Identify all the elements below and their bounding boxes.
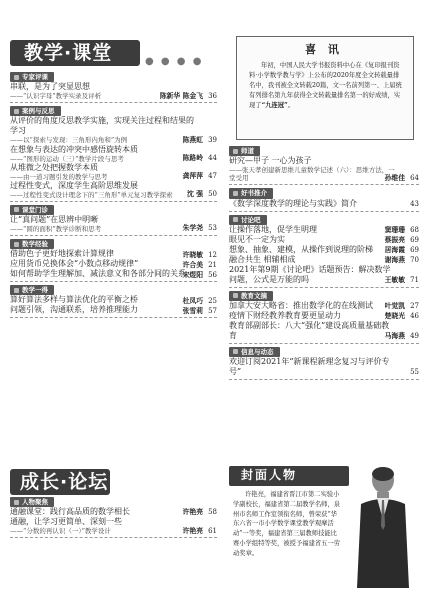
entry-meta <box>183 271 217 280</box>
toc-entry[interactable] <box>10 249 217 259</box>
entry-author: 许晓敏 <box>182 250 203 259</box>
entry-title: 想象、抽象、建模，从操作到说理的阶梯 <box>229 244 373 254</box>
entry-meta <box>183 527 217 536</box>
divider <box>229 379 419 380</box>
entry-page: 53 <box>208 224 217 233</box>
entry-title: 算好算法多样与算法优化的平衡之桥 <box>10 295 138 305</box>
entry-title: 加拿大安大略省：推出数学化的在线测试 <box>229 300 373 310</box>
entry-meta <box>183 172 217 181</box>
news-title: 喜 讯 <box>305 43 343 56</box>
section-right_sections-3 <box>229 291 419 344</box>
news-highlight: “九连冠” <box>261 102 288 110</box>
divider <box>229 184 419 185</box>
left-column <box>10 72 217 321</box>
entry-author: 宋煜阳 <box>182 270 203 279</box>
entry-title: 欢迎订阅2021年“新课程新理念复习与评价专号” <box>229 356 390 376</box>
divider <box>10 317 217 318</box>
section-left_sections-2 <box>10 205 217 236</box>
entry-title: 让“真问题”在思辨中明晰 <box>10 215 99 224</box>
entry-subtitle: ——由一道习题引发的教学与思考 <box>10 172 108 181</box>
toc-entry[interactable] <box>10 507 217 517</box>
divider <box>10 537 217 538</box>
entry-author: 陈燕虹 <box>182 135 203 144</box>
cover-title: 封面人物 <box>229 466 349 486</box>
toc-entry[interactable] <box>229 199 419 209</box>
entry-author: 居海霞 <box>384 245 405 254</box>
entry-page: 47 <box>208 172 217 180</box>
toc-entry[interactable] <box>10 163 217 181</box>
entry-title: 教育部副部长：八大“强化”建设高质量基础教育 <box>229 320 390 340</box>
entry-meta <box>385 174 419 183</box>
entry-title: 应用货币兑换体会“小数点移动规律” <box>10 259 139 269</box>
entry-meta <box>183 508 217 517</box>
banner-title: 教学·课堂 <box>24 42 113 64</box>
entry-subtitle: ——张天孝创建新思维儿童数学记述（六）：思维方法，一堂受用 <box>229 166 395 183</box>
section-tag: 讨论吧 <box>229 215 267 225</box>
toc-entry[interactable] <box>229 255 419 265</box>
entry-author: 张雪莉 <box>182 306 203 315</box>
banner-title: 成长·论坛 <box>20 471 109 493</box>
section-left_sections-3 <box>10 239 217 282</box>
toc-entry[interactable] <box>10 181 217 199</box>
toc-entry[interactable] <box>229 245 419 255</box>
entry-page: 56 <box>208 270 217 279</box>
entry-author: 龚萍萍 <box>182 172 203 180</box>
entry-page: 69 <box>410 245 419 254</box>
section-tag: 好书推介 <box>229 188 273 198</box>
section-right_sections-0 <box>229 146 419 185</box>
entry-meta <box>183 261 217 270</box>
toc-entry[interactable] <box>10 295 217 305</box>
section-banner-teaching <box>10 36 210 70</box>
toc-entry[interactable] <box>10 259 217 269</box>
section-left_sections-1 <box>10 106 217 202</box>
entry-title: 通融，让学习更简单、深刻一些 <box>10 517 122 527</box>
toc-entry[interactable] <box>229 235 419 245</box>
section-growth_sections-0 <box>10 497 217 538</box>
toc-entry[interactable] <box>229 357 419 377</box>
news-body-end: 。 <box>287 102 295 110</box>
entry-meta <box>187 190 217 199</box>
divider <box>229 343 419 344</box>
entry-page: 64 <box>410 173 419 182</box>
entry-meta <box>183 251 217 260</box>
banner-decoration: ● ● ● ● <box>145 56 204 67</box>
entry-meta <box>160 92 217 101</box>
entry-author: 陈新华 陈金飞 <box>159 91 203 100</box>
cover-body: 许艳亮，福建省晋江市第二实验小学副校长，福建省第二届教学名师，泉州市名师工作室领衔名师，曾荣获“华东六省一市小学数学课堂教学观摩活动”一等奖，福建省第三届教师技能比赛小学组特等奖，被授予福建省五一劳动奖章。 <box>233 491 341 557</box>
entry-page: 71 <box>410 275 419 284</box>
entry-meta <box>183 154 217 163</box>
section-tag: 案例与反思 <box>10 106 61 116</box>
entry-page: 70 <box>410 255 419 264</box>
entry-page: 12 <box>208 250 217 259</box>
entry-page: 39 <box>208 135 217 144</box>
entry-title: 过程性变式，深度学生高阶思维发展 <box>10 180 138 190</box>
toc-entry[interactable] <box>229 321 419 341</box>
section-right_sections-1 <box>229 188 419 211</box>
entry-subtitle: ——“分数的再认识（一）”教学设计 <box>10 527 111 536</box>
toc-entry[interactable] <box>10 269 217 279</box>
news-box <box>236 36 414 140</box>
toc-entry[interactable] <box>10 116 217 144</box>
entry-page: 69 <box>410 235 419 244</box>
entry-page: 27 <box>410 302 419 310</box>
entry-author: 孙维佳 <box>384 173 405 182</box>
entry-meta <box>183 307 217 316</box>
entry-subtitle: ——“认识字母”教学实录及评析 <box>10 92 102 101</box>
toc-entry[interactable] <box>10 305 217 315</box>
entry-page: 57 <box>208 306 217 315</box>
entry-title: 在想象与表达的冲突中感悟旋转本质 <box>10 144 138 154</box>
toc-entry[interactable] <box>229 265 419 285</box>
divider <box>10 102 217 103</box>
toc-entry[interactable] <box>10 145 217 163</box>
divider <box>10 201 217 202</box>
toc-entry[interactable] <box>10 215 217 233</box>
toc-entry[interactable] <box>229 156 419 182</box>
entry-author: 谢海燕 <box>384 255 405 264</box>
entry-meta <box>385 312 419 321</box>
entry-page: 36 <box>208 91 217 100</box>
toc-entry[interactable] <box>229 301 419 311</box>
section-right_sections-2 <box>229 215 419 288</box>
section-banner-growth <box>10 465 210 495</box>
entry-author: 陈路岭 <box>182 153 203 162</box>
toc-entry[interactable] <box>10 82 217 100</box>
divider <box>10 281 217 282</box>
news-body-text: 年初，中国人民大学书报资料中心在《复印报刊资料·小学数学教与学》上公布的2020年度全文转载量排名中，我刊被全文转载20篇，文一名前列第一、上届统有列排名第九年获得全文转载量排名第一的好成绩，实现了 <box>249 62 402 110</box>
section-tag: 信息与动态 <box>229 347 280 357</box>
section-tag: 人物聚焦 <box>10 497 54 507</box>
section-left_sections-0 <box>10 72 217 103</box>
entry-author: 沈 强 <box>187 190 203 199</box>
entry-page: 49 <box>410 332 419 340</box>
entry-author: 杜凤巧 <box>182 296 203 305</box>
entry-title: 通融课堂：践行高品质的数学相长 <box>10 507 130 517</box>
entry-author: 许艳亮 <box>182 508 203 517</box>
entry-meta <box>183 136 217 145</box>
entry-title: 借助色子更好地探索计算规律 <box>10 249 114 259</box>
section-tag: 教学一得 <box>10 285 54 295</box>
entry-meta <box>385 332 419 341</box>
entry-meta <box>183 297 217 306</box>
entry-meta <box>385 236 419 245</box>
entry-page: 50 <box>208 190 217 199</box>
entry-page: 43 <box>410 199 419 208</box>
entry-meta <box>385 276 419 285</box>
toc-entry[interactable] <box>229 225 419 235</box>
section-tag: 师道 <box>229 146 260 156</box>
entry-title: 如何帮助学生理解加、减法意义和各部分间的关系 <box>10 269 186 279</box>
entry-author: 许合美 <box>182 260 203 269</box>
divider <box>10 235 217 236</box>
entry-title: 让操作落地，促学生明理 <box>229 224 317 234</box>
entry-page: 46 <box>410 312 419 320</box>
section-right_sections-4 <box>229 347 419 380</box>
entry-title: 从堆微之处把握数学本质 <box>10 162 98 172</box>
cover-figure <box>229 466 419 588</box>
entry-title: 2021年第9期《讨论吧》话题预告：解决数学问题，公式是万能的吗 <box>229 264 391 284</box>
entry-author: 许艳亮 <box>182 526 203 535</box>
right-column <box>229 146 419 383</box>
divider <box>229 211 419 212</box>
entry-page: 58 <box>208 508 217 517</box>
entry-title: 串联，是为了突显思想 <box>10 82 90 92</box>
entry-page: 25 <box>208 296 217 305</box>
entry-title: 问题引领，沟通联系，培养推理能力 <box>10 305 138 315</box>
entry-author: 窦珊珊 <box>384 225 405 234</box>
section-tag: 专家评课 <box>10 72 54 82</box>
entry-author: 叶觉凯 <box>384 302 405 310</box>
entry-page: 61 <box>208 526 217 535</box>
entry-subtitle: ——过程性变式设计理念下的“三角形”单元复习教学探索 <box>10 190 173 199</box>
entry-meta <box>385 246 419 255</box>
divider <box>229 287 419 288</box>
entry-page: 68 <box>410 225 419 234</box>
news-body <box>249 61 405 111</box>
section-tag: 课堂门诊 <box>10 205 54 215</box>
entry-subtitle: ——“圆的面积”教学诊断和思考 <box>10 225 102 233</box>
entry-meta <box>385 256 419 265</box>
entry-meta <box>405 368 419 377</box>
entry-meta <box>183 224 217 233</box>
entry-title: 眼见不一定为实 <box>229 234 285 244</box>
section-tag: 教育文摘 <box>229 291 273 301</box>
entry-title: 研究—甲子 一心为孩子 <box>229 156 312 166</box>
toc-entry[interactable] <box>10 517 217 535</box>
entry-meta <box>385 226 419 235</box>
entry-title: 融合共生 相辅相成 <box>229 254 296 264</box>
entry-subtitle: ——“图形的运动（三）”教学片段与思考 <box>10 154 124 163</box>
entry-subtitle: ——以“探索与发现：三角形内角和”为例 <box>10 136 128 145</box>
entry-author: 蔡振亮 <box>384 235 405 244</box>
entry-page: 21 <box>208 260 217 269</box>
entry-title: 从评价的角度反思教学实施，实现关注过程和结果的学习 <box>10 116 194 136</box>
entry-author: 朱学尧 <box>182 224 203 233</box>
section-left_sections-4 <box>10 285 217 318</box>
toc-entry[interactable] <box>229 311 419 321</box>
entry-meta <box>405 200 419 209</box>
portrait-image <box>353 460 413 588</box>
entry-title: 疫情下财经教养教育要更显动力 <box>229 310 341 320</box>
section-tag: 数学经验 <box>10 239 54 249</box>
growth-column <box>10 497 217 541</box>
entry-page: 55 <box>410 368 419 377</box>
entry-meta <box>385 302 419 311</box>
entry-author: 马海燕 <box>384 332 405 340</box>
entry-page: 44 <box>208 153 217 162</box>
entry-author: 楚晓光 <box>384 312 405 320</box>
entry-title: 《数学深度教学的理论与实践》简介 <box>229 198 357 208</box>
entry-author: 王敏敏 <box>384 275 405 284</box>
